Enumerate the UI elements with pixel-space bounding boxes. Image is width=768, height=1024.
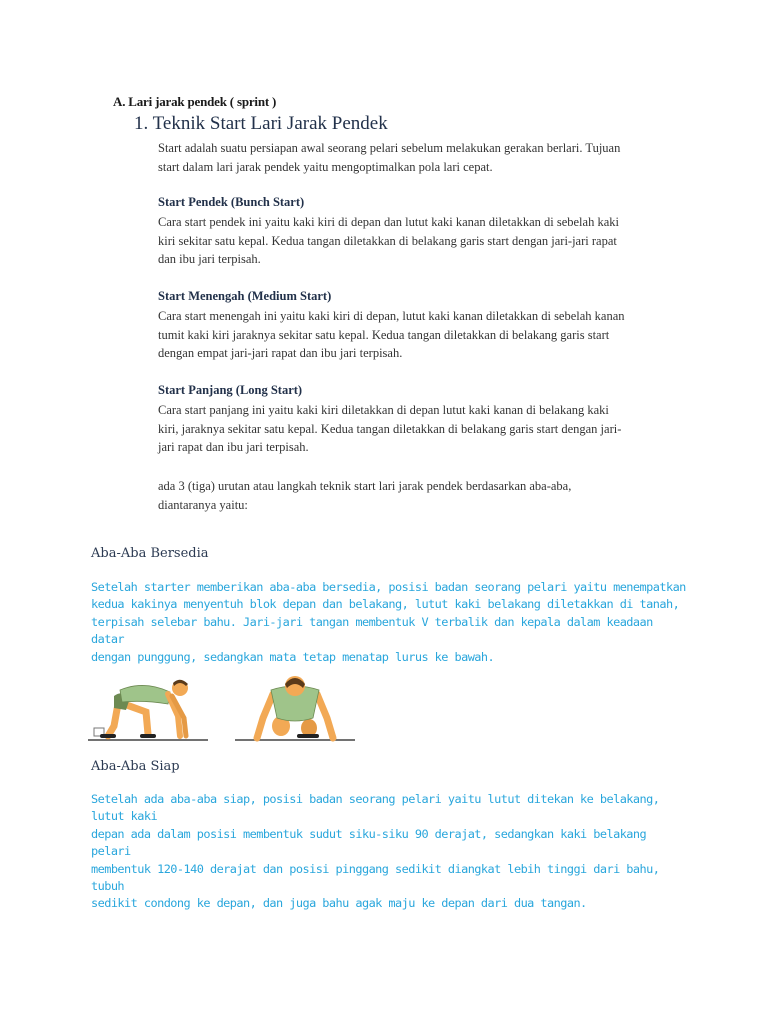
text-line: Cara start panjang ini yaitu kaki kiri diletakkan di depan lutut kaki kanan di belakang kaki — [158, 403, 609, 417]
text-line: start dalam lari jarak pendek yaitu mengoptimalkan pola lari cepat. — [158, 159, 493, 174]
text-line: Start adalah suatu persiapan awal seorang pelari sebelum melakukan gerakan berlari. Tujuan — [158, 141, 621, 155]
long-start-paragraph — [158, 401, 678, 457]
text-line: dengan empat jari-jari rapat dan ibu jari terpisah. — [158, 346, 403, 361]
medium-start-title: Start Menengah (Medium Start) — [158, 289, 332, 303]
text-line: Setelah ada aba-aba siap, posisi badan seorang pelari yaitu lutut ditekan ke belakang, lutut kaki — [91, 792, 660, 824]
text-line: kedua kakinya menyentuh blok depan dan belakang, lutut kaki belakang diletakkan di tanah, — [91, 597, 680, 612]
text-line: ada 3 (tiga) urutan atau langkah teknik start lari jarak pendek berdasarkan aba-aba, — [158, 479, 572, 493]
medium-start-paragraph — [158, 307, 678, 363]
text-line: membentuk 120-140 derajat dan posisi pinggang sedikit diangkat lebih tinggi dari bahu, tubuh — [91, 861, 660, 894]
steps-intro-paragraph — [158, 477, 678, 514]
text-line: diantaranya yaitu: — [158, 497, 248, 512]
text-line: terpisah selebar bahu. Jari-jari tangan membentuk V terbalik dan kepala dalam keadaan datar — [91, 614, 653, 647]
main-heading: 1. Teknik Start Lari Jarak Pendek — [134, 113, 388, 134]
text-line: kiri, jaraknya sekitar satu kepal. Kedua tangan diletakkan di belakang garis start dengan jari- — [158, 421, 622, 436]
bersedia-front-illustration — [235, 668, 355, 744]
section-a-heading: A. Lari jarak pendek ( sprint ) — [113, 94, 277, 109]
bersedia-side-illustration — [88, 668, 208, 744]
siap-heading: Aba-Aba Siap — [91, 759, 180, 774]
text-line: Cara start pendek ini yaitu kaki kiri di depan dan lutut kaki kanan diletakkan di sebelah kaki — [158, 215, 619, 229]
bersedia-heading: Aba-Aba Bersedia — [91, 546, 209, 561]
text-line: Setelah starter memberikan aba-aba bersedia, posisi badan seorang pelari yaitu menempatkan — [91, 580, 686, 594]
text-line: dengan punggung, sedangkan mata tetap menatap lurus ke bawah. — [91, 649, 495, 664]
text-line: dan ibu jari terpisah. — [158, 252, 261, 267]
bunch-start-title: Start Pendek (Bunch Start) — [158, 195, 305, 209]
long-start-title: Start Panjang (Long Start) — [158, 383, 303, 397]
bunch-start-paragraph — [158, 213, 678, 269]
text-line: Cara start menengah ini yaitu kaki kiri di depan, lutut kaki kanan diletakkan di sebelah kanan — [158, 309, 625, 323]
text-line: sedikit condong ke depan, dan juga bahu agak maju ke depan dari dua tangan. — [91, 896, 587, 911]
text-line: depan ada dalam posisi membentuk sudut siku-siku 90 derajat, sedangkan kaki belakang pelari — [91, 826, 647, 859]
siap-paragraph — [91, 791, 691, 913]
text-line: kiri sekitar satu kepal. Kedua tangan diletakkan di belakang garis start dengan jari-jari rapat — [158, 233, 617, 248]
text-line: tumit kaki kiri jaraknya sekitar satu kepal. Kedua tangan diletakkan di belakang garis start — [158, 327, 610, 342]
intro-paragraph — [158, 139, 678, 176]
text-line: jari rapat dan ibu jari terpisah. — [158, 440, 309, 455]
bersedia-paragraph — [91, 579, 691, 666]
